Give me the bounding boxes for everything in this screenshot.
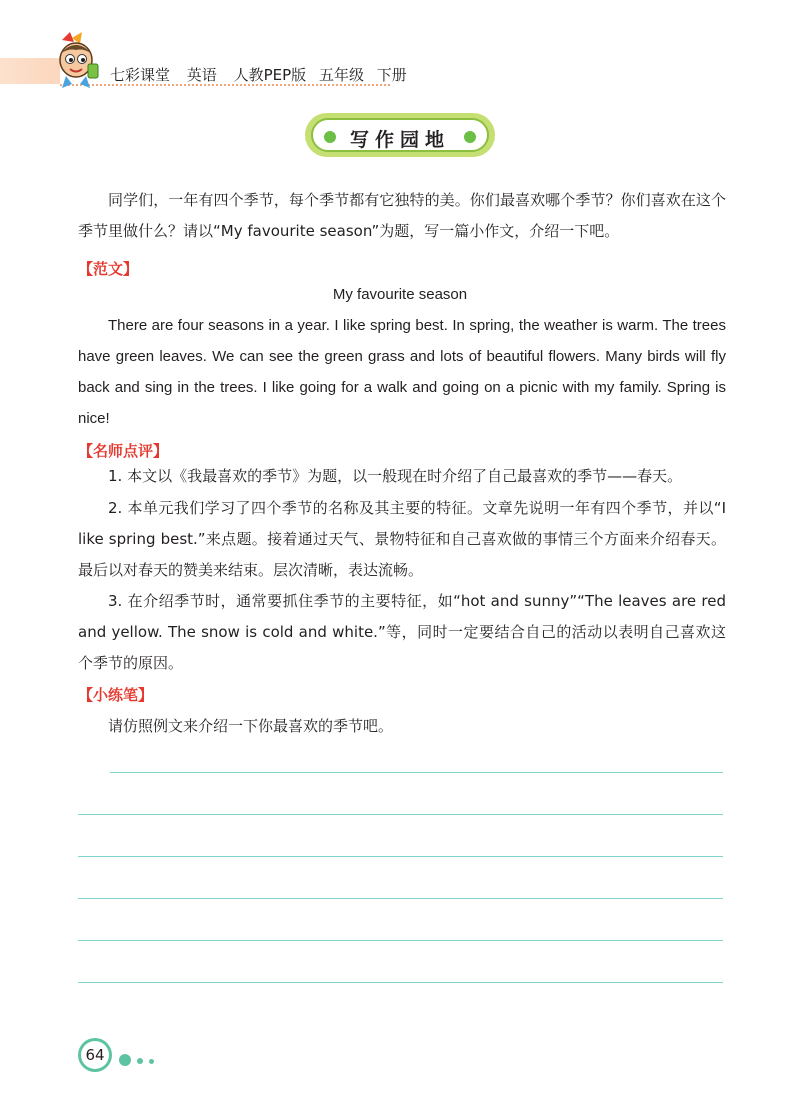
section-title: 写作园地 [349,129,450,151]
header-volume: 下册 [376,66,407,84]
writing-line[interactable] [78,898,723,899]
writing-line[interactable] [78,940,723,941]
header-grade: 五年级 [318,66,364,84]
section-title-inner [311,118,489,152]
review-point-2: 2. 本单元我们学习了四个季节的名称及其主要的特征。文章先说明一年有四个季节，并以“I like spring best.”来点题。接着通过天气、景物特征和自己喜欢做的事情三个方面来介绍春天。最后以对春天的赞美来结束。层次清晰，表达流畅。 [78,499,726,579]
page-dot [119,1054,131,1066]
review-label: 【名师点评】 [78,442,169,460]
review-point-3: 3. 在介绍季节时，通常要抓住季节的主要特征，如“hot and sunny”“The leaves are red and yellow. The snow is cold and white.”等，同时一定要结合自己的活动以表明自己喜欢这个季节的原因。 [78,592,726,672]
page-number: 64 [81,1041,109,1069]
mascot-icon [48,30,104,90]
header-subject: 英语 [186,66,217,84]
page-dot [137,1058,143,1064]
section-title-badge [305,113,495,157]
review-point-1: 1. 本文以《我最喜欢的季节》为题，以一般现在时介绍了自己最喜欢的季节——春天。 [108,467,683,485]
header-edition: 人教PEP版 [233,66,307,84]
practice-label: 【小练笔】 [78,686,154,704]
essay-body: There are four seasons in a year. I like spring best. In spring, the weather is warm. The trees have green leaves. We can see the green grass and lots of beautiful flowers. Many birds will fly back and sing in the trees. I like going for a walk and going on a picnic with my family. Spring is nice! [78,317,726,427]
header-series: 七彩课堂 [110,66,171,84]
writing-line[interactable] [78,814,723,815]
intro-paragraph: 同学们，一年有四个季节，每个季节都有它独特的美。你们最喜欢哪个季节？你们喜欢在这个季节里做什么？请以“My favourite season”为题，写一篇小作文，介绍一下吧。 [78,191,726,240]
page-number-badge [78,1038,112,1072]
essay-title: My favourite season [332,286,468,303]
writing-line[interactable] [78,982,723,983]
practice-prompt: 请仿照例文来介绍一下你最喜欢的季节吧。 [108,717,394,735]
header-text [110,64,419,85]
writing-line[interactable] [110,772,723,773]
writing-line[interactable] [78,856,723,857]
page-dot [149,1059,154,1064]
sample-label: 【范文】 [78,260,139,278]
